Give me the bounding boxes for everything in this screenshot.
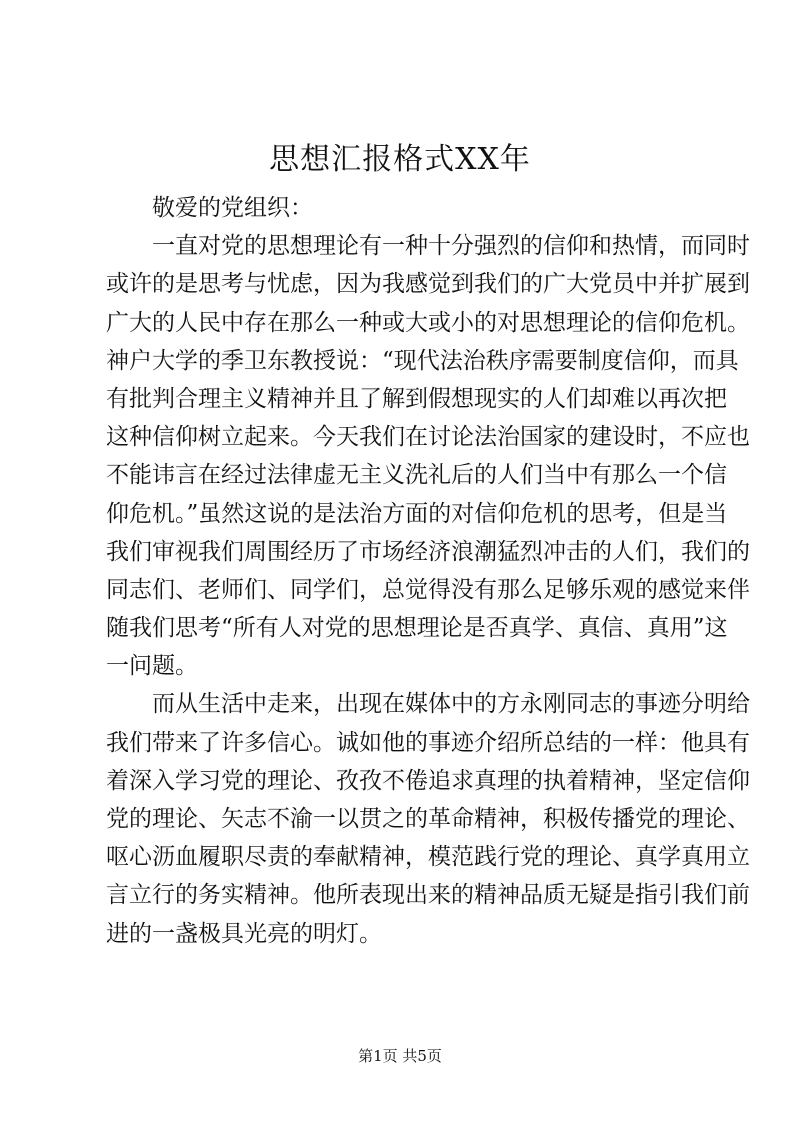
paragraph-line: 这种信仰树立起来。今天我们在讨论法治国家的建设时，不应也 bbox=[106, 424, 750, 451]
paragraph-2 bbox=[106, 685, 750, 952]
paragraph-line: 同志们、老师们、同学们，总觉得没有那么足够乐观的感觉来伴 bbox=[106, 576, 750, 603]
paragraph-line: 仰危机。”虽然这说的是法治方面的对信仰危机的思考，但是当 bbox=[106, 500, 728, 527]
paragraph-1 bbox=[106, 227, 750, 685]
document-body bbox=[106, 189, 750, 953]
paragraph-line: 或许的是思考与忧虑，因为我感觉到我们的广大党员中并扩展到 bbox=[106, 271, 750, 298]
paragraph-line: 随我们思考“所有人对党的思想理论是否真学、真信、真用”这 bbox=[106, 615, 728, 642]
paragraph-line: 广大的人民中存在那么一种或大或小的对思想理论的信仰危机。 bbox=[106, 309, 750, 336]
paragraph-line: 进的一盏极具光亮的明灯。 bbox=[106, 920, 382, 947]
paragraph-line: 言立行的务实精神。他所表现出来的精神品质无疑是指引我们前 bbox=[106, 882, 750, 909]
paragraph-line: 有批判合理主义精神并且了解到假想现实的人们却难以再次把 bbox=[106, 385, 727, 412]
paragraph-line: 我们审视我们周围经历了市场经济浪潮猛烈冲击的人们，我们的 bbox=[106, 538, 750, 565]
document-title: 思想汇报格式XX年 bbox=[269, 142, 531, 177]
paragraph-line: 而从生活中走来，出现在媒体中的方永刚同志的事迹分明给 bbox=[152, 691, 750, 718]
page-footer: 第1页 共5页 bbox=[358, 1047, 442, 1065]
greeting-line: 敬爱的党组织： bbox=[152, 195, 313, 221]
paragraph-line: 我们带来了许多信心。诚如他的事迹介绍所总结的一样：他具有 bbox=[106, 729, 750, 756]
paragraph-line: 党的理论、矢志不渝一以贯之的革命精神，积极传播党的理论、 bbox=[106, 806, 750, 832]
paragraph-line: 呕心沥血履职尽责的奉献精神，模范践行党的理论、真学真用立 bbox=[106, 844, 750, 871]
paragraph-line: 着深入学习党的理论、孜孜不倦追求真理的执着精神，坚定信仰 bbox=[106, 767, 750, 794]
paragraph-line: 不能讳言在经过法律虚无主义洗礼后的人们当中有那么一个信 bbox=[106, 462, 727, 489]
paragraph-line: 一直对党的思想理论有一种十分强烈的信仰和热情，而同时 bbox=[152, 233, 750, 260]
paragraph-line: 一问题。 bbox=[106, 653, 198, 680]
paragraph-line: 神户大学的季卫东教授说：“现代法治秩序需要制度信仰，而具 bbox=[106, 347, 739, 374]
